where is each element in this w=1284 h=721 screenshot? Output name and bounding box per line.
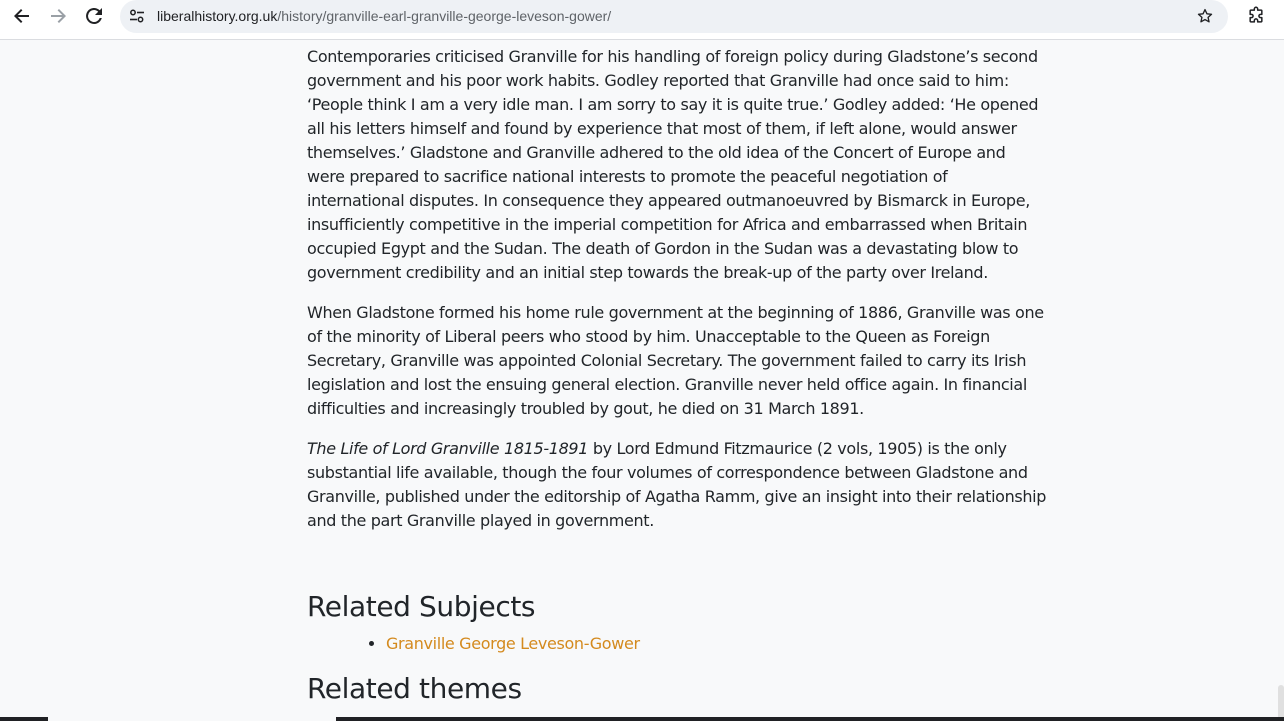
back-button[interactable] xyxy=(4,0,40,32)
related-themes-heading: Related themes xyxy=(307,672,522,705)
browser-toolbar xyxy=(0,0,1284,40)
article-paragraph-text: by Lord Edmund Fitzmaurice (2 vols, 1905) is the only substantial life available, though the four volumes of correspondence between Gladstone and Granville, published under the editorship of Agatha Ramm, give an insight into their relationship and the part Granville played in government. xyxy=(307,439,1047,530)
extensions-button[interactable] xyxy=(1242,2,1270,30)
forward-button[interactable] xyxy=(40,0,76,32)
page-content xyxy=(0,41,1284,721)
scrollbar[interactable] xyxy=(1278,685,1284,721)
list-item xyxy=(386,632,640,656)
article-paragraph: When Gladstone formed his home rule government at the beginning of 1886, Granville was one of the minority of Liberal peers who stood by him. Unacceptable to the Queen as Foreign Secretary, Granville was appointed Colonial Secretary. The government failed to carry its Irish legislation and lost the ensuing general election. Granville never held office again. In financial difficulties and increasingly troubled by gout, he died on 31 March 1891. xyxy=(307,303,1044,418)
bookmark-button[interactable] xyxy=(1194,5,1216,27)
reload-icon xyxy=(85,7,103,25)
puzzle-icon xyxy=(1246,6,1266,26)
related-subjects-heading: Related Subjects xyxy=(307,590,536,623)
arrow-left-icon xyxy=(13,7,31,25)
url-text[interactable] xyxy=(157,8,611,25)
article-paragraph: Contemporaries criticised Granville for his handling of foreign policy during Gladstone’s second government and his poor work habits. Godley reported that Granville had once said to him: ‘People think I am a very idle man. I am sorry to say it is quite true.’ Godley added: ‘He opened all his letters himself and found by experience that most of them, if left alone, would answer themselves.’ Gladstone and Granville adhered to the old idea of the Concert of Europe and were prepared to sacrifice national interests to promote the peaceful negotiation of international disputes. In consequence they appeared outmanoeuvred by Bismarck in Europe, insufficiently competitive in the imperial competition for Africa and embarrassed when Britain occupied Egypt and the Sudan. The death of Gordon in the Sudan was a devastating blow to government credibility and an initial step towards the break-up of the party over Ireland. xyxy=(307,47,1039,282)
related-subject-link[interactable]: Granville George Leveson-Gower xyxy=(386,634,640,653)
url-domain: liberalhistory.org.uk xyxy=(157,8,278,24)
reload-button[interactable] xyxy=(76,0,112,32)
star-icon xyxy=(1196,7,1214,25)
article-paragraph xyxy=(307,437,1047,533)
url-path: /history/granville-earl-granville-george-leveson-gower/ xyxy=(277,8,612,24)
article-body xyxy=(307,45,1047,549)
site-info-button[interactable] xyxy=(126,5,148,27)
site-settings-icon xyxy=(129,8,145,24)
related-subjects-list xyxy=(346,632,640,656)
arrow-right-icon xyxy=(49,7,67,25)
book-title: The Life of Lord Granville 1815-1891 xyxy=(307,439,589,458)
address-bar[interactable] xyxy=(120,0,1228,33)
bottom-edge-gap xyxy=(48,717,336,721)
